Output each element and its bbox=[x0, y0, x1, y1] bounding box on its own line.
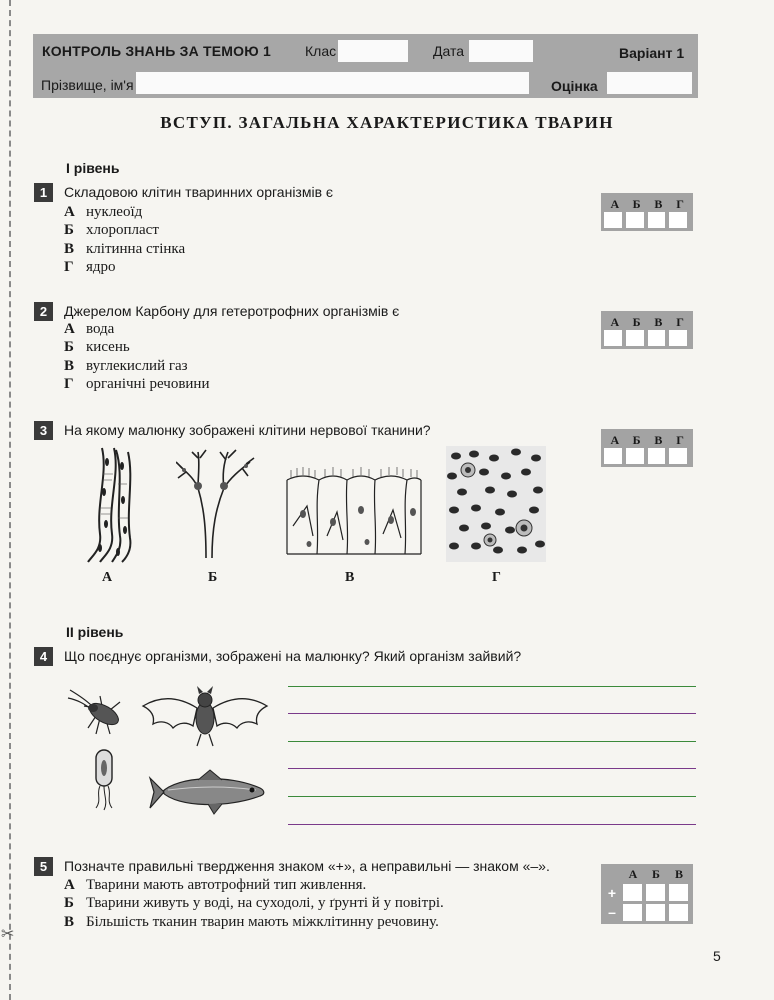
blood-cells-image bbox=[446, 446, 546, 562]
cut-line bbox=[9, 0, 11, 1000]
question-2-text: Джерелом Карбону для гетеротрофних організмів є bbox=[64, 303, 400, 319]
fish-icon bbox=[148, 768, 272, 816]
option: В клітинна стінка bbox=[64, 240, 186, 257]
nerve-cell-image bbox=[176, 448, 256, 560]
question-2-number: 2 bbox=[34, 302, 53, 321]
answer-cell[interactable] bbox=[669, 330, 687, 346]
option: А нуклеоїд bbox=[64, 203, 143, 220]
option: Б кисень bbox=[64, 339, 130, 356]
cockroach-icon bbox=[66, 684, 128, 738]
figure-label-g: Г bbox=[492, 570, 501, 585]
figure-label-v: В bbox=[345, 570, 355, 585]
grade-field[interactable] bbox=[607, 72, 692, 94]
answer-cell[interactable] bbox=[626, 448, 644, 464]
answer-grid-1: А Б В Г bbox=[601, 193, 693, 231]
date-label: Дата bbox=[433, 43, 465, 59]
answer-cell[interactable] bbox=[646, 904, 665, 921]
option: Г органічні речовини bbox=[64, 376, 210, 393]
muscle-tissue-image bbox=[82, 444, 138, 564]
question-5-options bbox=[64, 876, 444, 932]
answer-line[interactable] bbox=[288, 768, 696, 769]
question-1-number: 1 bbox=[34, 183, 53, 202]
answer-cell[interactable] bbox=[669, 448, 687, 464]
bat-icon bbox=[141, 684, 269, 748]
question-1-options bbox=[64, 203, 185, 277]
option: А Тварини мають автотрофний тип живлення. bbox=[64, 876, 367, 893]
answer-cell[interactable] bbox=[646, 884, 665, 901]
option: В вуглекислий газ bbox=[64, 357, 188, 374]
epithelial-tissue-image bbox=[283, 466, 425, 556]
question-2-options bbox=[64, 320, 210, 394]
question-1-text: Складовою клітин тваринних організмів є bbox=[64, 184, 334, 200]
question-5-text: Позначте правильні твердження знаком «+», а неправильні — знаком «–». bbox=[64, 858, 550, 874]
name-label: Прізвище, ім'я bbox=[41, 77, 134, 93]
grade-label: Оцінка bbox=[551, 78, 598, 94]
class-label: Клас bbox=[305, 43, 337, 59]
answer-cell[interactable] bbox=[669, 212, 687, 228]
answer-cell[interactable] bbox=[623, 904, 642, 921]
variant-label: Варіант 1 bbox=[619, 45, 685, 61]
answer-line[interactable] bbox=[288, 713, 696, 714]
answer-line[interactable] bbox=[288, 741, 696, 742]
name-field[interactable] bbox=[136, 72, 529, 94]
answer-grid-2: А Б В Г bbox=[601, 311, 693, 349]
answer-line[interactable] bbox=[288, 686, 696, 687]
answer-grid-3: А Б В Г bbox=[601, 429, 693, 467]
option: В Більшість тканин тварин мають міжклітинну речовину. bbox=[64, 913, 439, 930]
header-bar bbox=[33, 34, 698, 98]
answer-cell[interactable] bbox=[604, 212, 622, 228]
question-3-text: На якому малюнку зображені клітини нервової тканини? bbox=[64, 422, 431, 438]
answer-cell[interactable] bbox=[648, 212, 666, 228]
question-3-number: 3 bbox=[34, 421, 53, 440]
answer-cell[interactable] bbox=[669, 884, 688, 901]
level-1-heading: І рівень bbox=[66, 160, 120, 176]
answer-cell[interactable] bbox=[626, 212, 644, 228]
option: А вода bbox=[64, 320, 115, 337]
date-field[interactable] bbox=[469, 40, 533, 62]
answer-cell[interactable] bbox=[626, 330, 644, 346]
option: Г ядро bbox=[64, 259, 116, 276]
answer-grid-5: А Б В + – bbox=[601, 864, 693, 924]
option: Б хлоропласт bbox=[64, 222, 159, 239]
answer-line[interactable] bbox=[288, 824, 696, 825]
page-number: 5 bbox=[713, 948, 721, 964]
question-4-text: Що поєднує організми, зображені на малюнку? Який організм зайвий? bbox=[64, 648, 522, 664]
page-title: ВСТУП. ЗАГАЛЬНА ХАРАКТЕРИСТИКА ТВАРИН bbox=[160, 113, 614, 132]
bacterium-icon bbox=[90, 748, 118, 812]
answer-cell[interactable] bbox=[648, 448, 666, 464]
figure-label-b: Б bbox=[208, 570, 218, 585]
answer-cell[interactable] bbox=[623, 884, 642, 901]
class-field[interactable] bbox=[338, 40, 408, 62]
answer-cell[interactable] bbox=[604, 330, 622, 346]
figure-label-a: А bbox=[102, 570, 113, 585]
header-title: КОНТРОЛЬ ЗНАНЬ ЗА ТЕМОЮ 1 bbox=[42, 43, 271, 59]
question-4-number: 4 bbox=[34, 647, 53, 666]
answer-line[interactable] bbox=[288, 796, 696, 797]
answer-cell[interactable] bbox=[604, 448, 622, 464]
question-5-number: 5 bbox=[34, 857, 53, 876]
answer-cell[interactable] bbox=[669, 904, 688, 921]
answer-cell[interactable] bbox=[648, 330, 666, 346]
option: Б Тварини живуть у воді, на суходолі, у ґрунті й у повітрі. bbox=[64, 895, 444, 912]
scissors-icon: ✂ bbox=[1, 924, 15, 943]
level-2-heading: ІІ рівень bbox=[66, 624, 124, 640]
